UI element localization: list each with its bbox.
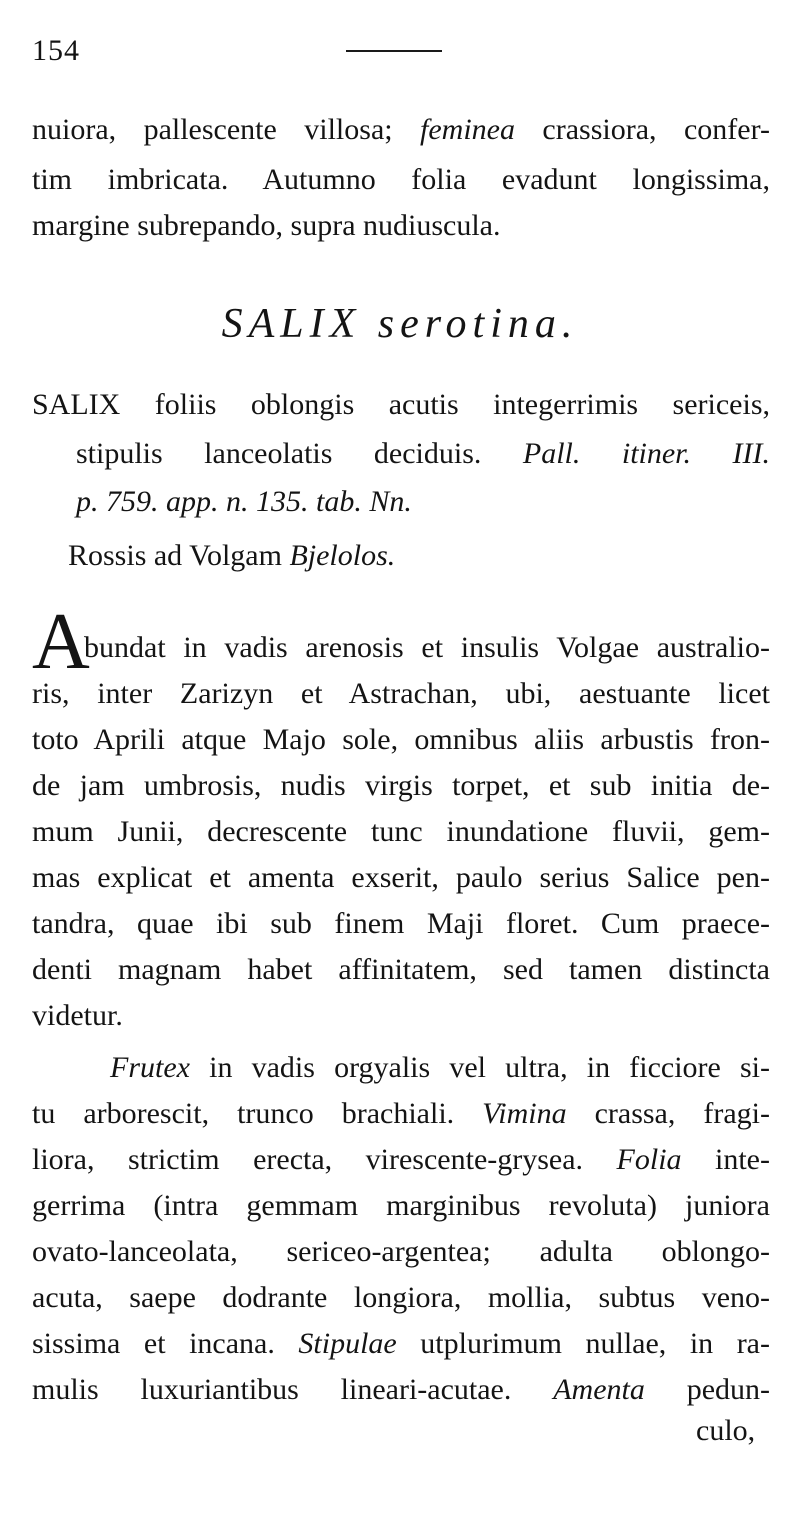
page-number: 154 [32, 34, 80, 67]
text-line: toto Aprili atque Majo sole, omnibus aliis arbustis fron- [32, 723, 770, 756]
header-rule [346, 50, 442, 52]
text-line: tandra, quae ibi sub finem Maji floret. Cum praece- [32, 907, 770, 940]
synonym-line: Rossis ad Volgam Bjelolos. [68, 539, 396, 572]
text-line: mas explicat et amenta exserit, paulo serius Salice pen- [32, 861, 770, 894]
text-line: ris, inter Zarizyn et Astrachan, ubi, aestuante licet [32, 677, 770, 710]
text-line: de jam umbrosis, nudis virgis torpet, et sub initia de- [32, 769, 770, 802]
text-line: Frutex in vadis orgyalis vel ultra, in ficciore si- [110, 1051, 770, 1084]
text-line: nuiora, pallescente villosa; feminea crassiora, confer- [32, 113, 770, 146]
diagnosis-line: stipulis lanceolatis deciduis. Pall. itiner. III. [76, 437, 770, 470]
diagnosis-line: SALIX foliis oblongis acutis integerrimis sericeis, [32, 388, 770, 421]
text-line: tu arborescit, trunco brachiali. Vimina crassa, fragi- [32, 1097, 770, 1130]
text-line: liora, strictim erecta, virescente-grysea. Folia inte- [32, 1143, 770, 1176]
text-line: sissima et incana. Stipulae utplurimum nullae, in ra- [32, 1327, 770, 1360]
text-line: tim imbricata. Autumno folia evadunt longissima, [32, 163, 770, 196]
text-line: denti magnam habet affinitatem, sed tamen distincta [32, 953, 770, 986]
drop-cap: A [32, 598, 90, 686]
text-line: acuta, saepe dodrante longiora, mollia, subtus veno- [32, 1281, 770, 1314]
text-line: ovato-lanceolata, sericeo-argentea; adulta oblongo- [32, 1235, 770, 1268]
text-line: bundat in vadis arenosis et insulis Volgae australio- [84, 631, 770, 664]
species-heading: SALIX serotina. [221, 301, 579, 347]
catchword: culo, [696, 1414, 756, 1447]
text-line: gerrima (intra gemmam marginibus revoluta) juniora [32, 1189, 770, 1222]
text-line: videtur. [32, 999, 123, 1032]
diagnosis-line: p. 759. app. n. 135. tab. Nn. [76, 485, 412, 518]
text-line: margine subrepando, supra nudiuscula. [32, 209, 501, 242]
text-line: mulis luxuriantibus lineari-acutae. Amenta pedun- [32, 1373, 770, 1406]
text-line: mum Junii, decrescente tunc inundatione fluvii, gem- [32, 815, 770, 848]
